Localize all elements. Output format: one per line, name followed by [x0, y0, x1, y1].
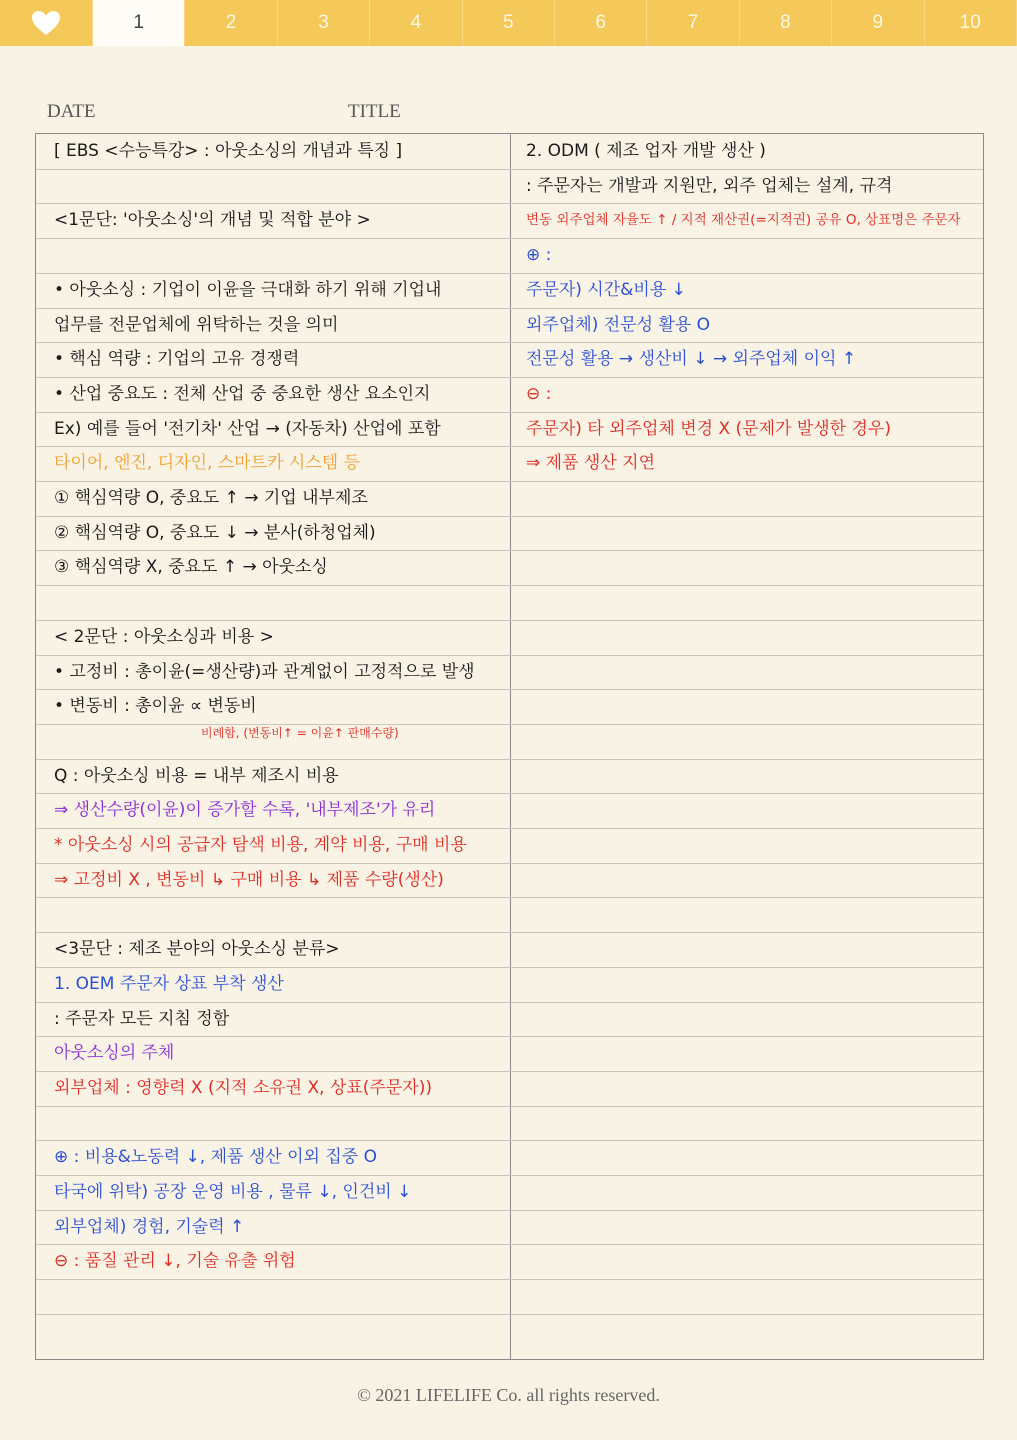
left-note-line: * 아웃소싱 시의 공급자 탐색 비용, 계약 비용, 구매 비용 — [54, 835, 467, 855]
ruled-line — [36, 203, 983, 204]
left-note-line: • 고정비 : 총이윤(=생산량)과 관계없이 고정적으로 발생 — [54, 661, 475, 682]
ruled-line — [36, 1210, 983, 1211]
ruled-line — [36, 724, 983, 725]
ruled-line — [36, 689, 983, 690]
left-note-line: • 아웃소싱 : 기업이 이윤을 극대화 하기 위해 기업내 — [54, 279, 442, 300]
ruled-line — [36, 793, 983, 794]
left-note-line: ⇒ 생산수량(이윤)이 증가할 수록, '내부제조'가 유리 — [54, 800, 436, 821]
left-note-line: 아웃소싱의 주체 — [54, 1043, 175, 1064]
ruled-line — [36, 550, 983, 551]
ruled-line — [36, 377, 983, 378]
left-note-line: ② 핵심역량 O, 중요도 ↓ → 분사(하청업체) — [54, 522, 376, 543]
tab-3[interactable]: 3 — [278, 0, 370, 46]
ruled-line — [36, 412, 983, 413]
ruled-line — [36, 238, 983, 239]
tab-7[interactable]: 7 — [647, 0, 739, 46]
left-note-line: 타국에 위탁) 공장 운영 비용 , 물류 ↓, 인건비 ↓ — [54, 1182, 412, 1202]
right-note-line: 주문자) 타 외주업체 변경 X (문제가 발생한 경우) — [526, 418, 891, 439]
ruled-line — [36, 1002, 983, 1003]
tab-bar — [0, 0, 1017, 46]
ruled-line — [36, 1314, 983, 1315]
ruled-line — [36, 620, 983, 621]
note-grid — [35, 133, 984, 1360]
right-note-line: ⊖ : — [526, 383, 552, 404]
left-note-line: 타이어, 엔진, 디자인, 스마트카 시스템 등 — [54, 453, 360, 474]
ruled-line — [36, 1106, 983, 1107]
date-label: DATE — [47, 101, 96, 122]
left-note-line: < 2문단 : 아웃소싱과 비용 > — [54, 626, 274, 647]
ruled-line — [36, 932, 983, 933]
tab-8[interactable]: 8 — [740, 0, 832, 46]
margin-annotation: 비례함, (변동비↑ = 이윤↑ 판매수량) — [201, 725, 399, 740]
ruled-line — [36, 1140, 983, 1141]
ruled-line — [36, 516, 983, 517]
tab-4[interactable]: 4 — [370, 0, 462, 46]
left-note-line: • 핵심 역량 : 기업의 고유 경쟁력 — [54, 349, 300, 370]
left-note-line: [ EBS <수능특강> : 아웃소싱의 개념과 특징 ] — [54, 141, 403, 161]
ruled-line — [36, 342, 983, 343]
ruled-line — [36, 1036, 983, 1037]
favorite-tab[interactable] — [0, 0, 93, 46]
ruled-line — [36, 967, 983, 968]
ruled-line — [36, 308, 983, 309]
left-note-line: 외부업체 : 영향력 X (지적 소유권 X, 상표(주문자)) — [54, 1077, 432, 1098]
left-note-line: Ex) 예를 들어 '전기차' 산업 → (자동차) 산업에 포함 — [54, 418, 441, 439]
title-label: TITLE — [348, 101, 401, 122]
ruled-line — [36, 828, 983, 829]
left-note-line: 외부업체) 경험, 기술력 ↑ — [54, 1216, 245, 1237]
ruled-line — [36, 446, 983, 447]
tab-5[interactable]: 5 — [463, 0, 555, 46]
right-note-line: ⊕ : — [526, 245, 552, 266]
copyright-footer: © 2021 LIFELIFE Co. all rights reserved. — [357, 1385, 660, 1405]
ruled-line — [36, 1071, 983, 1072]
left-note-line: : 주문자 모든 지침 정함 — [54, 1008, 230, 1029]
right-note-line: 주문자) 시간&비용 ↓ — [526, 279, 686, 300]
right-note-line: 2. ODM ( 제조 업자 개발 생산 ) — [526, 141, 766, 161]
ruled-line — [36, 1244, 983, 1245]
ruled-line — [36, 863, 983, 864]
left-note-line: 1. OEM 주문자 상표 부착 생산 — [54, 973, 284, 994]
tab-9[interactable]: 9 — [832, 0, 924, 46]
ruled-line — [36, 1279, 983, 1280]
tab-1[interactable]: 1 — [93, 0, 185, 46]
heart-icon — [31, 10, 61, 36]
tab-10[interactable]: 10 — [925, 0, 1017, 46]
ruled-line — [36, 273, 983, 274]
left-note-line: • 변동비 : 총이윤 ∝ 변동비 — [54, 696, 257, 717]
left-note-line: ③ 핵심역량 X, 중요도 ↑ → 아웃소싱 — [54, 557, 328, 578]
ruled-line — [36, 481, 983, 482]
tab-6[interactable]: 6 — [555, 0, 647, 46]
left-note-line: ① 핵심역량 O, 중요도 ↑ → 기업 내부제조 — [54, 488, 368, 508]
left-note-line: <3문단 : 제조 분야의 아웃소싱 분류> — [54, 939, 340, 960]
ruled-line — [36, 585, 983, 586]
right-note-line: ⇒ 제품 생산 지연 — [526, 453, 655, 474]
right-note-line: 외주업체) 전문성 활용 O — [526, 314, 711, 335]
left-note-line: ⇒ 고정비 X , 변동비 ↳ 구매 비용 ↳ 제품 수량(생산) — [54, 869, 444, 890]
left-note-line: ⊕ : 비용&노동력 ↓, 제품 생산 이외 집중 O — [54, 1147, 377, 1168]
left-note-line: • 산업 중요도 : 전체 산업 중 중요한 생산 요소인지 — [54, 383, 431, 404]
left-note-line: Q : 아웃소싱 비용 = 내부 제조시 비용 — [54, 765, 339, 786]
right-note-line: 변동 외주업체 자율도 ↑ / 지적 재산권(=지적권) 공유 O, 상표명은 주문자 — [526, 212, 961, 229]
tab-2[interactable]: 2 — [185, 0, 277, 46]
left-note-line: ⊖ : 품질 관리 ↓, 기술 유출 위험 — [54, 1251, 296, 1272]
ruled-line — [36, 655, 983, 656]
ruled-line — [36, 759, 983, 760]
ruled-line — [36, 897, 983, 898]
ruled-line — [36, 1175, 983, 1176]
ruled-line — [36, 169, 983, 170]
left-note-line: <1문단: '아웃소싱'의 개념 및 적합 분야 > — [54, 210, 371, 231]
right-note-line: 전문성 활용 → 생산비 ↓ → 외주업체 이익 ↑ — [526, 349, 857, 370]
right-note-line: : 주문자는 개발과 지원만, 외주 업체는 설계, 규격 — [526, 175, 893, 196]
left-note-line: 업무를 전문업체에 위탁하는 것을 의미 — [54, 314, 339, 335]
